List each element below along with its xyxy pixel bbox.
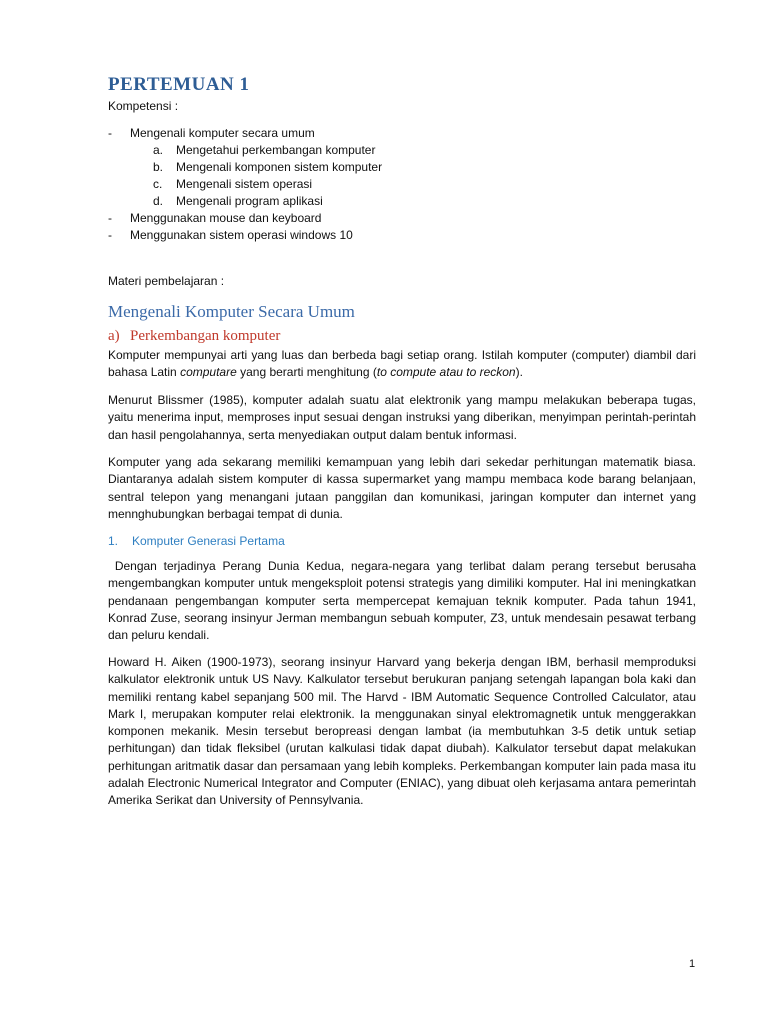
- paragraph-3: Komputer yang ada sekarang memiliki kemampuan yang lebih dari sekedar perhitungan matematik biasa. Diantaranya adalah sistem komputer di kassa supermarket yang mampu membaca kode barang belanjaan, sentral telepon yang menangani jutaan panggilan dan komunikasi, jaringan komputer dan internet yang mennghubungkan berbagai tempat di dunia.: [108, 455, 696, 521]
- paragraph-5: Howard H. Aiken (1900-1973), seorang insinyur Harvard yang bekerja dengan IBM, berhasil memproduksi kalkulator elektronik untuk US Navy. Kalkulator tersebut berukuran panjang setengah lapangan bola kaki dan memiliki rentang kabel sepanjang 500 mil. The Harvd - IBM Automatic Sequence Controlled Calculator, atau Mark I, merupakan komputer relai elektronik. Ia menggunakan sinyal elektromagnetik untuk menggerakkan komponen mekanik. Mesin tersebut beropreasi dengan lambat (ia membutuhkan 3-5 detik untuk setiap perhitungan) dan tidak fleksibel (urutan kalkulasi tidak dapat diubah). Kalkulator tersebut dapat melakukan perhitungan aritmatik dasar dan persamaan yang lebih kompleks. Perkembangan komputer lain pada masa itu adalah Electronic Numerical Integrator and Computer (ENIAC), yang dibuat oleh kerjasama antara pemerintah Amerika Serikat dan University of Pennsylvania.: [108, 655, 696, 808]
- list-marker: d.: [153, 194, 164, 208]
- list-marker: -: [108, 211, 112, 225]
- paragraph-4: Dengan terjadinya Perang Dunia Kedua, negara-negara yang terlibat dalam perang tersebut berusaha mengembangkan komputer untuk mengeksploit potensi strategis yang dimiliki komputer. Hal ini meningkatkan pendanaan pengembangan komputer serta mempercepat kemajuan teknik komputer. Pada tahun 1941, Konrad Zuse, seorang insinyur Jerman membangun sebuah komputer, Z3, untuk mendesain pesawat terbang dan peluru kendali.: [108, 559, 700, 643]
- list-marker: c.: [153, 177, 163, 191]
- paragraph-2: Menurut Blissmer (1985), komputer adalah suatu alat elektronik yang mampu melakukan beberapa tugas, yaitu menerima input, memproses input sesuai dengan instruksi yang diberikan, menyimpan perintah-perintah dan hasil pengolahannya, serta menyediakan output dalam bentuk informasi.: [108, 393, 696, 442]
- subsection-label: a): [108, 328, 120, 344]
- paragraph-1: Komputer mempunyai arti yang luas dan berbeda bagi setiap orang. Istilah komputer (computer) diambil dari bahasa Latin computare yang berarti menghitung (to compute atau to reckon).: [108, 348, 696, 380]
- list-item-text: Mengenali komputer secara umum: [130, 126, 315, 140]
- list-marker: -: [108, 228, 112, 242]
- page-title: PERTEMUAN 1: [108, 74, 250, 95]
- list-item-text: Mengetahui perkembangan komputer: [176, 143, 376, 157]
- list-item-text: Mengenali komponen sistem komputer: [176, 160, 383, 174]
- list-item-text: Mengenali program aplikasi: [176, 194, 323, 208]
- generation-heading: [108, 534, 285, 548]
- list-item-text: Menggunakan mouse dan keyboard: [130, 211, 322, 225]
- list-marker: b.: [153, 160, 164, 174]
- generation-number: 1.: [108, 534, 119, 548]
- materi-label: Materi pembelajaran :: [108, 274, 225, 288]
- list-marker: -: [108, 126, 112, 140]
- list-marker: a.: [153, 143, 164, 157]
- subsection-heading: [108, 328, 280, 345]
- kompetensi-label: Kompetensi :: [108, 99, 179, 113]
- page-number: 1: [689, 958, 696, 970]
- list-item-text: Mengenali sistem operasi: [176, 177, 313, 191]
- section-heading: Mengenali Komputer Secara Umum: [108, 302, 355, 321]
- subsection-text: Perkembangan komputer: [130, 328, 281, 344]
- list-item-text: Menggunakan sistem operasi windows 10: [130, 228, 353, 242]
- generation-text: Komputer Generasi Pertama: [132, 534, 285, 548]
